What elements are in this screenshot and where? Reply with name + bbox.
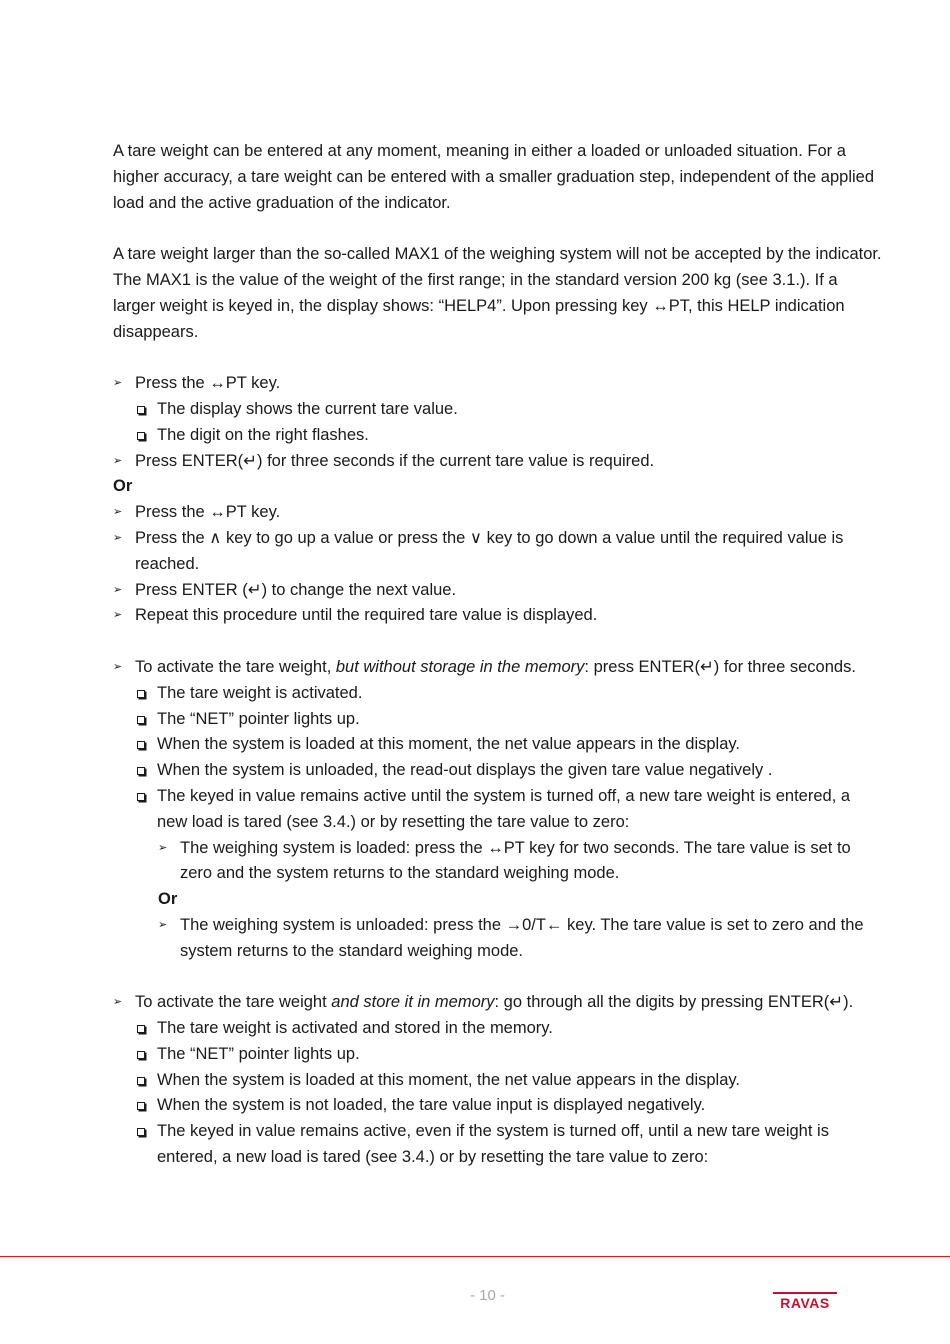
list-item: When the system is loaded at this moment, the net value appears in the display.: [113, 1068, 883, 1094]
intro-paragraph-2: A tare weight larger than the so-called MAX1 of the weighing system will not be accepted by the indicator. The MAX1 is the value of the weight of the first range; in the standard version 200 kg (see 3.1.). If a larger weight is keyed in, the display shows: “HELP4”. Upon pressing key ↔PT, this HELP indication disappears.: [113, 245, 882, 341]
arrow-bullet-icon: ➢: [113, 996, 123, 1009]
document-body: [113, 139, 883, 1171]
list-item: ➢ The weighing system is loaded: press the ↔PT key for two seconds. The tare value is set to zero and the system returns to the standard weighing mode.: [113, 836, 883, 888]
arrow-bullet-icon: ➢: [158, 841, 168, 854]
checkbox-bullet-icon: [135, 681, 157, 707]
arrow-bullet-icon: ➢: [158, 918, 168, 931]
checkbox-bullet-icon: [135, 784, 157, 810]
footer-divider: [0, 1256, 950, 1257]
list-item: The display shows the current tare value.: [113, 397, 883, 423]
list-item: When the system is unloaded, the read-out displays the given tare value negatively .: [113, 758, 883, 784]
checkbox-bullet-icon: [135, 1093, 157, 1119]
list-item: ➢ Press ENTER (↵) to change the next value.: [113, 578, 883, 604]
arrow-bullet-icon: ➢: [113, 660, 123, 673]
arrow-bullet-icon: ➢: [113, 583, 123, 596]
ravas-logo: [773, 1288, 837, 1310]
intro-paragraph-1: A tare weight can be entered at any moment, meaning in either a loaded or unloaded situation. For a higher accuracy, a tare weight can be entered with a smaller graduation step, independent of the applied load and the active graduation of the indicator.: [113, 142, 875, 212]
list-item: The tare weight is activated and stored in the memory.: [113, 1016, 883, 1042]
list-item: The tare weight is activated.: [113, 681, 883, 707]
checkbox-bullet-icon: [135, 397, 157, 423]
or-label: Or: [158, 890, 178, 909]
checkbox-bullet-icon: [135, 1042, 157, 1068]
list-item: When the system is not loaded, the tare value input is displayed negatively.: [113, 1093, 883, 1119]
arrow-bullet-icon: ➢: [113, 454, 123, 467]
checkbox-bullet-icon: [135, 707, 157, 733]
list-item: ➢ Press ENTER(↵) for three seconds if the current tare value is required.: [113, 449, 883, 475]
checkbox-bullet-icon: [135, 732, 157, 758]
list-item: ➢ To activate the tare weight, but without storage in the memory: press ENTER(↵) for three seconds.: [113, 655, 883, 681]
arrow-bullet-icon: ➢: [113, 377, 123, 390]
list-item: ➢ Press the ↔PT key.: [113, 500, 883, 526]
list-item: ➢ Press the ↔PT key.: [113, 371, 883, 397]
or-label: Or: [113, 477, 133, 496]
list-item: The keyed in value remains active, even if the system is turned off, until a new tare weight is entered, a new load is tared (see 3.4.) or by resetting the tare value to zero:: [113, 1119, 883, 1171]
checkbox-bullet-icon: [135, 1119, 157, 1145]
list-item: The keyed in value remains active until the system is turned off, a new tare weight is entered, a new load is tared (see 3.4.) or by resetting the tare value to zero:: [113, 784, 883, 836]
page-number: - 10 -: [469, 1287, 505, 1304]
checkbox-bullet-icon: [135, 1016, 157, 1042]
arrow-bullet-icon: ➢: [113, 506, 123, 519]
checkbox-bullet-icon: [135, 1068, 157, 1094]
list-item: The “NET” pointer lights up.: [113, 1042, 883, 1068]
checkbox-bullet-icon: [135, 758, 157, 784]
list-item: ➢ Press the ∧ key to go up a value or press the ∨ key to go down a value until the required value is reached.: [113, 526, 883, 578]
list-item: When the system is loaded at this moment, the net value appears in the display.: [113, 732, 883, 758]
logo-text: RAVAS: [780, 1295, 830, 1310]
checkbox-bullet-icon: [135, 423, 157, 449]
list-item: ➢ The weighing system is unloaded: press the →0/T← key. The tare value is set to zero and the system returns to the standard weighing mode.: [113, 913, 883, 965]
list-item: The “NET” pointer lights up.: [113, 707, 883, 733]
list-item: ➢ Repeat this procedure until the required tare value is displayed.: [113, 603, 883, 629]
arrow-bullet-icon: ➢: [113, 609, 123, 622]
list-item: The digit on the right flashes.: [113, 423, 883, 449]
list-item: ➢ To activate the tare weight and store it in memory: go through all the digits by pressing ENTER(↵).: [113, 990, 883, 1016]
arrow-bullet-icon: ➢: [113, 531, 123, 544]
